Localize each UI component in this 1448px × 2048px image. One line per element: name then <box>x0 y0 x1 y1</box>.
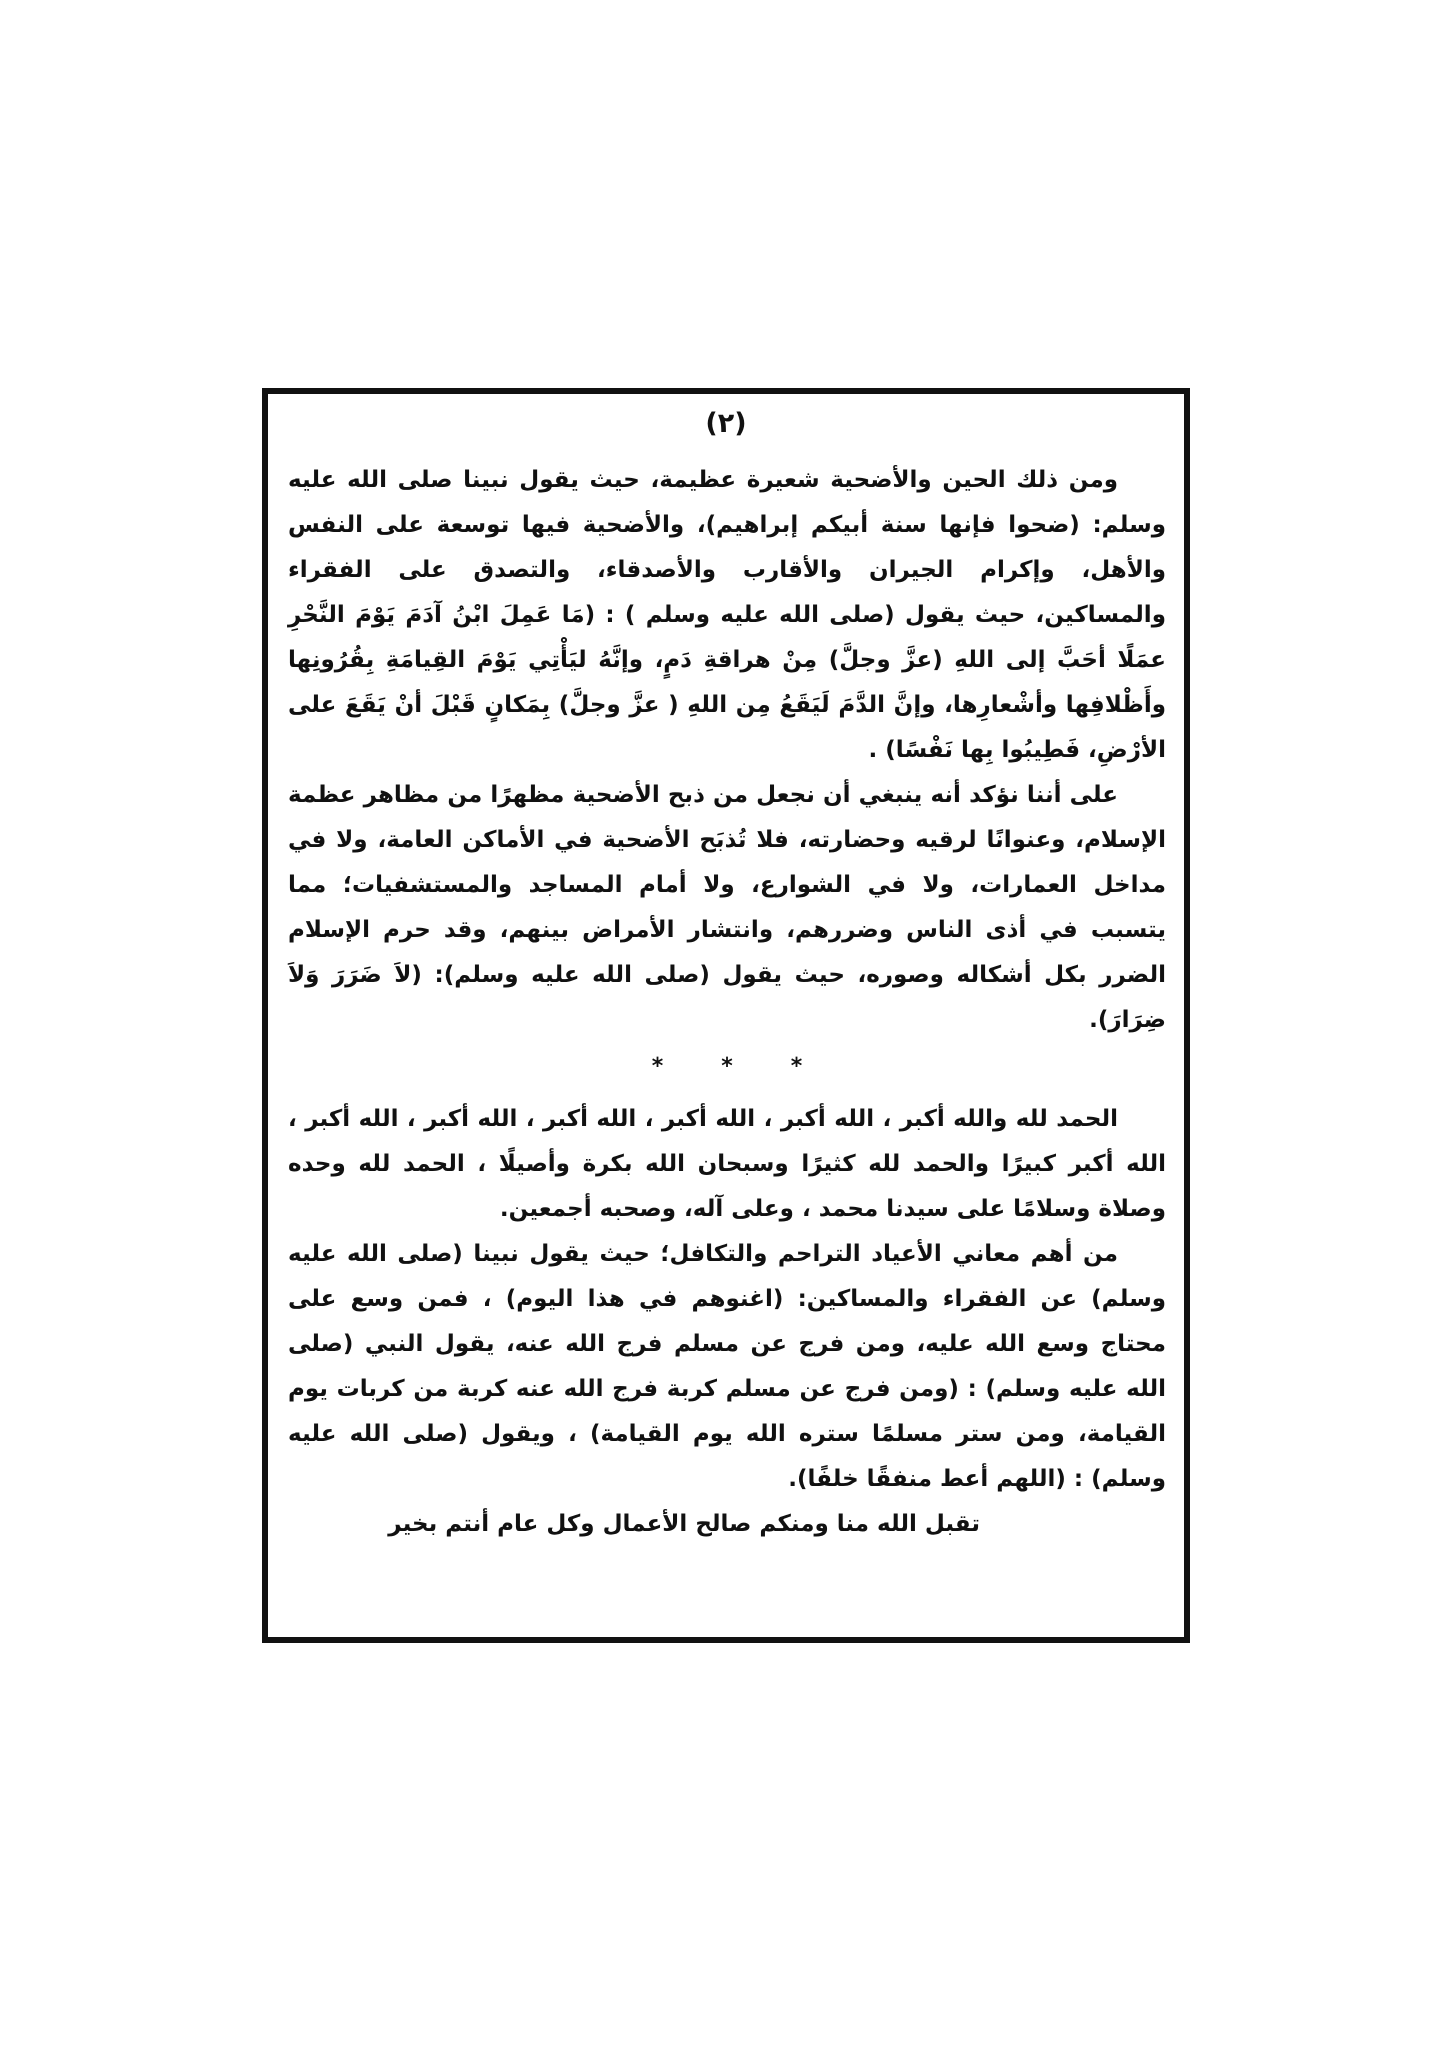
separator-star: * <box>790 1054 803 1079</box>
closing-greeting: تقبل الله منا ومنكم صالح الأعمال وكل عام أنتم بخير <box>388 1511 980 1537</box>
page-body <box>288 458 1166 1547</box>
separator-star: * <box>721 1054 733 1079</box>
separator-star: * <box>651 1054 664 1079</box>
page-frame <box>262 388 1190 1643</box>
paragraph-takbeer: الحمد لله والله أكبر ، الله أكبر ، الله أكبر ، الله أكبر ، الله أكبر ، الله أكبر ، الله أكبر كبيرًا والحمد لله كثيرًا وسبحان الله بكرة وأصيلًا ، الحمد لله وحده وصلاة وسلامًا على سيدنا محمد ، وعلى آله، وصحبه أجمعين. <box>288 1106 1166 1222</box>
paragraph-udhiya-sunnah: ومن ذلك الحين والأضحية شعيرة عظيمة، حيث يقول نبينا صلى الله عليه وسلم: (ضحوا فإنها سنة أبيكم إبراهيم)، والأضحية فيها توسعة على النفس والأهل، وإكرام الجيران والأقارب والأصدقاء، والتصدق على الفقراء والمساكين، حيث يقول (صلى الله عليه وسلم ) : (مَا عَمِلَ ابْنُ آدَمَ يَوْمَ النَّحْرِ عمَلًا أحَبَّ إلى اللهِ (عزَّ وجلَّ) مِنْ هراقةِ دَمٍ، وإنَّهُ ليَأْتِي يَوْمَ القِيامَةِ بِقُرُونِها وأَظْلافِها وأشْعارِها، وإنَّ الدَّمَ لَيَقَعُ مِن اللهِ ( عزَّ وجلَّ) بِمَكانٍ قَبْلَ أنْ يَقَعَ على الأرْضِ، فَطِيبُوا بِها نَفْسًا) . <box>288 467 1166 763</box>
paragraph-slaughter-etiquette: على أننا نؤكد أنه ينبغي أن نجعل من ذبح الأضحية مظهرًا من مظاهر عظمة الإسلام، وعنوانًا لرقيه وحضارته، فلا تُذبَح الأضحية في الأماكن العامة، ولا في مداخل العمارات، ولا في الشوارع، ولا أمام المساجد والمستشفيات؛ مما يتسبب في أذى الناس وضررهم، وانتشار الأمراض بينهم، وقد حرم الإسلام الضرر بكل أشكاله وصوره، حيث يقول (صلى الله عليه وسلم): (لاَ ضَرَرَ وَلاَ ضِرَارَ). <box>288 782 1166 1033</box>
paragraph-solidarity: من أهم معاني الأعياد التراحم والتكافل؛ حيث يقول نبينا (صلى الله عليه وسلم) عن الفقراء والمساكين: (اغنوهم في هذا اليوم) ، فمن وسع على محتاج وسع الله عليه، ومن فرج عن مسلم فرج الله عنه، يقول النبي (صلى الله عليه وسلم) : (ومن فرج عن مسلم كربة فرج الله عنه كربة من كربات يوم القيامة، ومن ستر مسلمًا ستره الله يوم القيامة) ، ويقول (صلى الله عليه وسلم) : (اللهم أعط منفقًا خلفًا). <box>288 1241 1166 1492</box>
page-number: (٢) <box>705 408 747 439</box>
section-separator <box>288 1043 1166 1091</box>
